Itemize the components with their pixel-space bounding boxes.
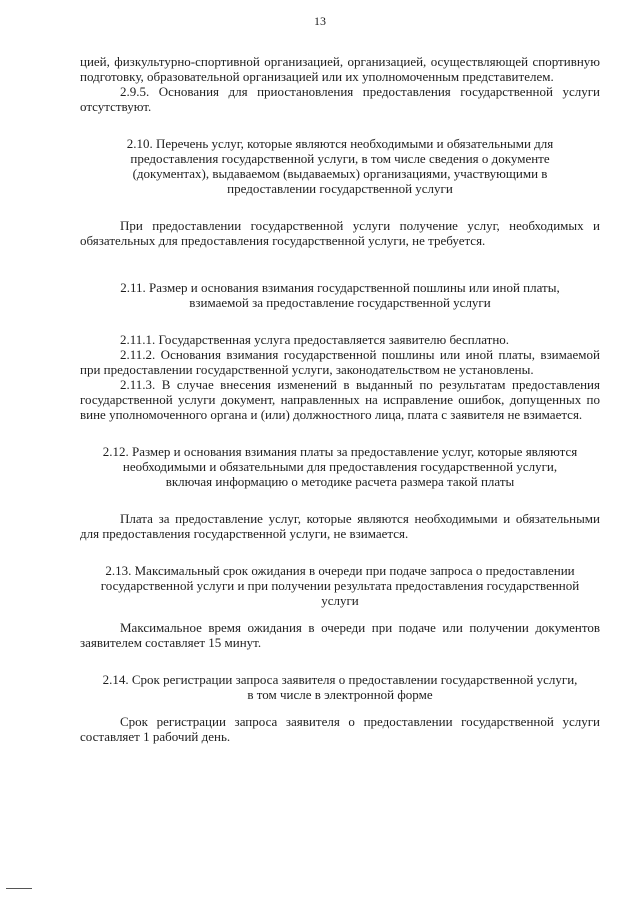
heading-2-13: 2.13. Максимальный срок ожидания в очереди при подаче запроса о предоставлении государственной услуги и при получении результата предоставления государственной услуги [100, 563, 580, 608]
paragraph-2-13-body: Максимальное время ожидания в очереди при подаче или получении документов заявителем составляет 15 минут. [80, 620, 600, 650]
paragraph-2-12-body: Плата за предоставление услуг, которые являются необходимыми и обязательными для предоставления государственной услуги, не взимается. [80, 511, 600, 541]
paragraph-2-9-5: 2.9.5. Основания для приостановления предоставления государственной услуги отсутствуют. [80, 84, 600, 114]
heading-2-12: 2.12. Размер и основания взимания платы за предоставление услуг, которые являются необходимыми и обязательными для предоставления государственной услуги, включая информацию о методике расчета размера такой платы [102, 444, 578, 489]
heading-2-10: 2.10. Перечень услуг, которые являются необходимыми и обязательными для предоставления государственной услуги, в том числе сведения о документе (документах), выдаваемом (выдаваемых) организациями, участвующими в предоставлении государственной услуги [126, 136, 554, 196]
paragraph-2-10-body: При предоставлении государственной услуги получение услуг, необходимых и обязательных для предоставления государственной услуги, не требуется. [80, 218, 600, 248]
heading-2-11: 2.11. Размер и основания взимания государственной пошлины или иной платы, взимаемой за предоставление государственной услуги [120, 280, 560, 310]
paragraph-2-14-body: Срок регистрации запроса заявителя о предоставлении государственной услуги составляет 1 рабочий день. [80, 714, 600, 744]
paragraph-2-11-3: 2.11.3. В случае внесения изменений в выданный по результатам предоставления государственной услуги документ, направленных на исправление ошибок, допущенных по вине уполномоченного органа и (или) должностного лица, плата с заявителя не взимается. [80, 377, 600, 422]
paragraph-2-11-1: 2.11.1. Государственная услуга предоставляется заявителю бесплатно. [120, 332, 510, 347]
paragraph-continuation: цией, физкультурно-спортивной организацией, организацией, осуществляющей спортивную подготовку, образовательной организацией или их уполномоченным представителем. [80, 54, 600, 84]
heading-2-14: 2.14. Срок регистрации запроса заявителя о предоставлении государственной услуги, в том числе в электронной форме [102, 672, 578, 702]
document-body [80, 54, 600, 744]
paragraph-2-11-2: 2.11.2. Основания взимания государственной пошлины или иной платы, взимаемой при предоставлении государственной услуги, законодательством не установлены. [80, 347, 600, 377]
margin-scan-mark [6, 888, 32, 889]
page-number: 13 [314, 14, 326, 28]
